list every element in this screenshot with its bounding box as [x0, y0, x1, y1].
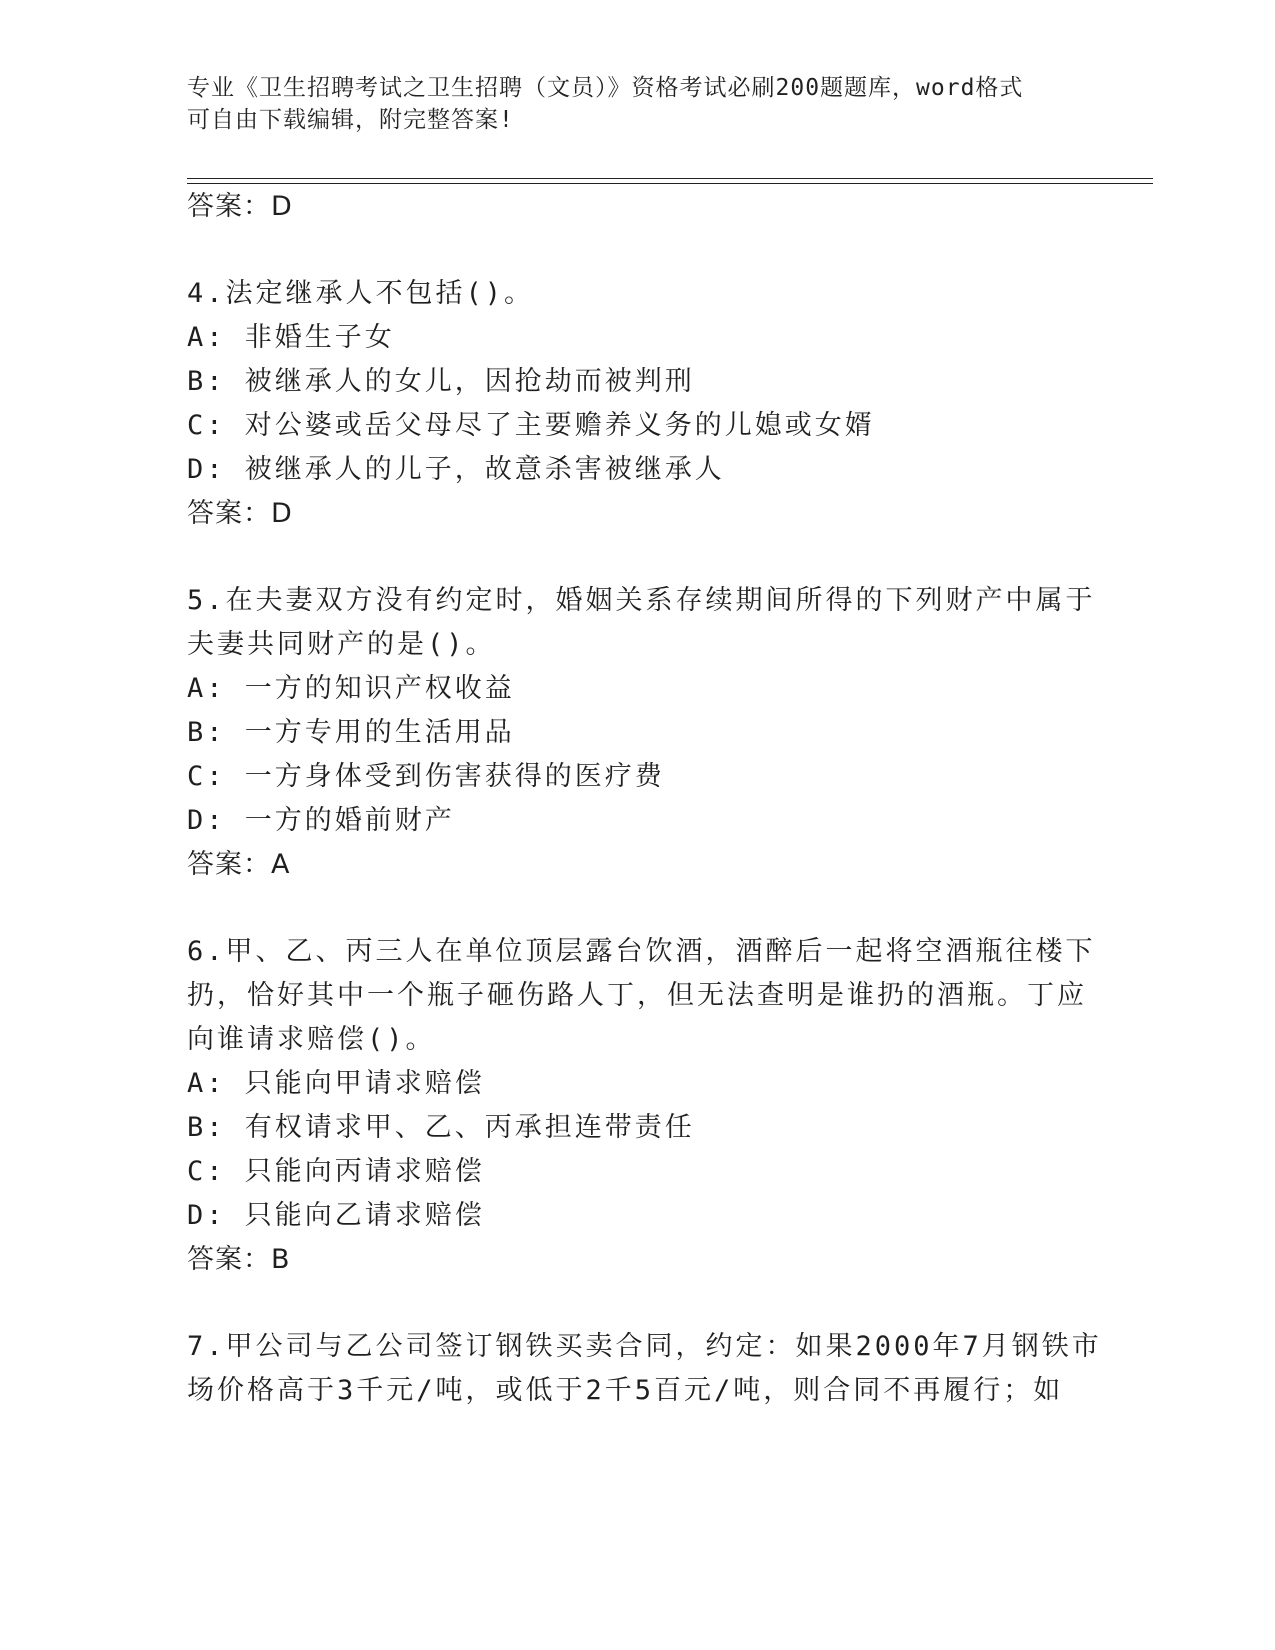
page-header [187, 72, 1067, 136]
question-4-answer: 答案：D [187, 498, 293, 529]
question-4-stem: 4.法定继承人不包括()。 [187, 278, 535, 309]
question-6-stem-line-1: 6.甲、乙、丙三人在单位顶层露台饮酒，酒醉后一起将空酒瓶往楼下 [187, 936, 1096, 967]
answer-line: 答案：D [187, 191, 293, 222]
question-4-option-c: C: 对公婆或岳父母尽了主要赡养义务的儿媳或女婿 [187, 410, 875, 441]
header-divider-bottom [187, 183, 1153, 184]
question-4-option-b: B: 被继承人的女儿，因抢劫而被判刑 [187, 366, 695, 397]
question-7-stem-line-1: 7.甲公司与乙公司签订钢铁买卖合同，约定：如果2000年7月钢铁市 [187, 1331, 1102, 1362]
question-6-option-b: B: 有权请求甲、乙、丙承担连带责任 [187, 1112, 695, 1143]
question-4-option-a: A: 非婚生子女 [187, 322, 395, 353]
header-divider-top [187, 178, 1153, 179]
question-4-option-d: D: 被继承人的儿子，故意杀害被继承人 [187, 454, 725, 485]
question-6-option-d: D: 只能向乙请求赔偿 [187, 1200, 485, 1231]
question-6-stem-line-3: 向谁请求赔偿()。 [187, 1024, 436, 1055]
header-line-2: 可自由下载编辑，附完整答案! [187, 107, 514, 133]
question-6-option-c: C: 只能向丙请求赔偿 [187, 1156, 485, 1187]
question-5-stem-line-1: 5.在夫妻双方没有约定时，婚姻关系存续期间所得的下列财产中属于 [187, 585, 1096, 616]
question-7-stem-line-2: 场价格高于3千元/吨，或低于2千5百元/吨，则合同不再履行；如 [187, 1375, 1064, 1406]
question-6-option-a: A: 只能向甲请求赔偿 [187, 1068, 485, 1099]
question-5-option-d: D: 一方的婚前财产 [187, 805, 455, 836]
question-5-option-c: C: 一方身体受到伤害获得的医疗费 [187, 761, 665, 792]
question-5-option-b: B: 一方专用的生活用品 [187, 717, 515, 748]
question-6-answer: 答案：B [187, 1244, 291, 1275]
question-5-answer: 答案：A [187, 849, 291, 880]
question-5-stem-line-2: 夫妻共同财产的是()。 [187, 629, 496, 660]
question-5-option-a: A: 一方的知识产权收益 [187, 673, 515, 704]
question-6-stem-line-2: 扔，恰好其中一个瓶子砸伤路人丁，但无法查明是谁扔的酒瓶。丁应 [187, 980, 1087, 1011]
header-line-1: 专业《卫生招聘考试之卫生招聘（文员）》资格考试必刷200题题库，word格式 [187, 75, 1024, 101]
